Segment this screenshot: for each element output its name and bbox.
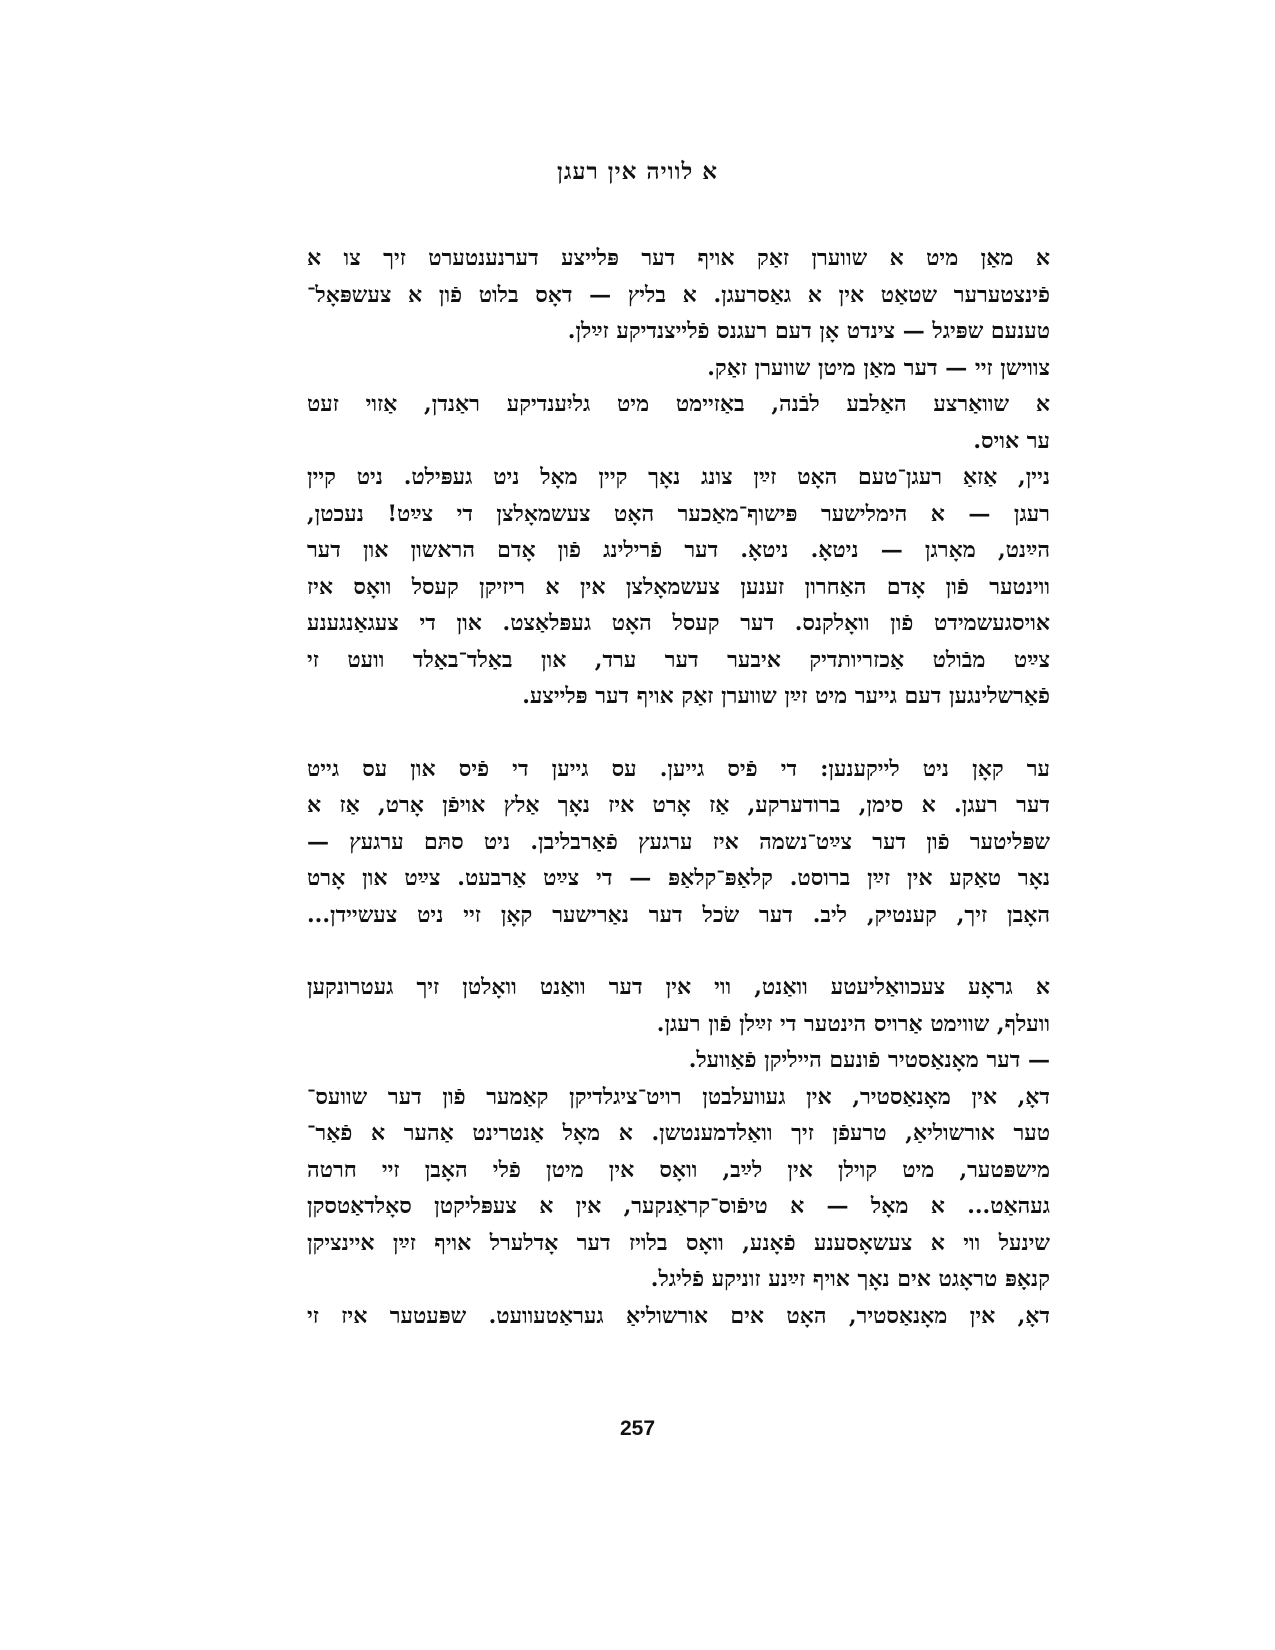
text-line: הײַנט, מאָרגן — ניטאָ. ניטאָ. דער פֿרילינג פֿון אָדם הראשון און דער bbox=[307, 537, 1050, 563]
text-line: ניין, אַזאַ רעגן־טעם האָט זײַן צונג נאָך קיין מאָל ניט געפּילט. ניט קיין bbox=[307, 464, 1050, 490]
paragraph bbox=[307, 751, 1050, 934]
text-line: מישפּטער, מיט קוילן אין לײַב, וואָס אין מיטן פֿלי האָבן זיי חרטה bbox=[307, 1156, 1050, 1183]
text-line: א מאַן מיט א שווערן זאַק אויף דער פּלייצע דערנענטערט זיך צו א bbox=[307, 245, 1050, 271]
text-line: שינעל ווי א צעשאָסענע פֿאָנע, וואָס בלויז דער אָדלערל אויף זײַן איינציקן bbox=[307, 1229, 1050, 1256]
text-line: קנאָפּ טראָגט אים נאָך אויף זײַנע זוניקע פֿליגל. bbox=[650, 1266, 1050, 1292]
paragraph-gap bbox=[307, 933, 1050, 969]
text-line: געהאַט... א מאָל — א טיפֿוס־קראַנקער, אין א צעפּליקטן סאָלדאַטסקן bbox=[307, 1193, 1050, 1219]
text-line: פֿינצטערער שטאַט אין א גאַסרעגן. א בליץ — דאָס בלוט פֿון א צעשפּאָל־ bbox=[307, 281, 1050, 308]
text-line: דאָ, אין מאָנאַסטיר, אין געוועלבטן רויט־ציגלדיקן קאַמער פֿון דער שוועס־ bbox=[307, 1083, 1050, 1110]
paragraph bbox=[307, 350, 1050, 387]
paragraph-gap bbox=[307, 715, 1050, 751]
text-line: דאָ, אין מאָנאַסטיר, האָט אים אורשוליאַ געראַטעוועט. שפּעטער איז זי bbox=[307, 1302, 1050, 1329]
paragraph bbox=[307, 386, 1050, 459]
text-line: ער קאָן ניט לייקענען: די פֿיס גייען. עס גייען די פֿיס און עס גייט bbox=[307, 755, 1050, 782]
text-line: א גראָע צעכוואַליעטע וואַנט, ווי אין דער וואַנט וואָלטן זיך געטרונקען bbox=[307, 974, 1050, 1000]
text-line: צײַט מבֿולט אַכזריותדיק איבער דער ערד, און באַלד־באַלד וועט זי bbox=[307, 646, 1050, 673]
text-line: צווישן זיי — דער מאַן מיטן שווערן זאַק. bbox=[707, 354, 1050, 381]
text-line: טער אורשוליאַ, טרעפֿן זיך וואַלדמענטשן. א מאָל אַנטרינט אַהער א פֿאַר־ bbox=[307, 1120, 1050, 1146]
text-line: האָבן זיך, קענטיק, ליב. דער שׂכל דער נאַרישער קאָן זיי ניט צעשיידן... bbox=[307, 901, 1050, 928]
paragraph bbox=[307, 969, 1050, 1042]
paragraph bbox=[307, 1298, 1050, 1335]
text-line: ווינטער פֿון אָדם האַחרון זענען צעשמאָלצן אין א ריזיקן קעסל וואָס איז bbox=[307, 573, 1050, 600]
text-line: א שוואַרצע האַלבע לבֿנה, באַזיימט מיט גליִענדיקע ראַנדן, אַזוי זעט bbox=[307, 391, 1050, 417]
body-text bbox=[307, 240, 1050, 1334]
text-line: ער אויס. bbox=[973, 427, 1050, 454]
text-line: רעגן — א הימלישער פּישוף־מאַכער האָט צעשמאָלצן די צײַט! נעכטן, bbox=[307, 500, 1050, 527]
page-number: 257 bbox=[619, 1417, 656, 1440]
text-line: שפּליטער פֿון דער צײַט־נשמה איז ערגעץ פֿאַרבליבן. ניט סתּם ערגעץ — bbox=[307, 828, 1050, 855]
text-line: אויסגעשמידט פֿון וואָלקנס. דער קעסל האָט געפּלאַצט. און די צעגאַנגענע bbox=[307, 610, 1050, 636]
running-title: א לוויה אין רעגן bbox=[556, 158, 718, 185]
text-line: פֿאַרשלינגען דעם גייער מיט זײַן שווערן זאַק אויף דער פּלייצע. bbox=[522, 683, 1050, 709]
text-line: וועלף, שווימט אַרויס הינטער די זײַלן פֿון רעגן. bbox=[656, 1010, 1050, 1037]
text-line: — דער מאָנאַסטיר פֿונעם הייליקן פֿאַוועל. bbox=[688, 1047, 1050, 1073]
text-line: דער רעגן. א סימן, ברודערקע, אַז אָרט איז נאָך אַלץ אויפֿן אָרט, אַז א bbox=[307, 792, 1050, 818]
paragraph bbox=[307, 1079, 1050, 1298]
paragraph bbox=[307, 240, 1050, 350]
paragraph bbox=[307, 1042, 1050, 1079]
text-line: נאָר טאַקע אין זײַן ברוסט. קלאַפּ־קלאַפּ — די צײַט אַרבעט. צײַט און אָרט bbox=[307, 865, 1050, 891]
paragraph bbox=[307, 459, 1050, 715]
text-line: טענעם שפּיגל — צינדט אָן דעם רעגנס פֿלייצנדיקע זײַלן. bbox=[567, 318, 1050, 344]
